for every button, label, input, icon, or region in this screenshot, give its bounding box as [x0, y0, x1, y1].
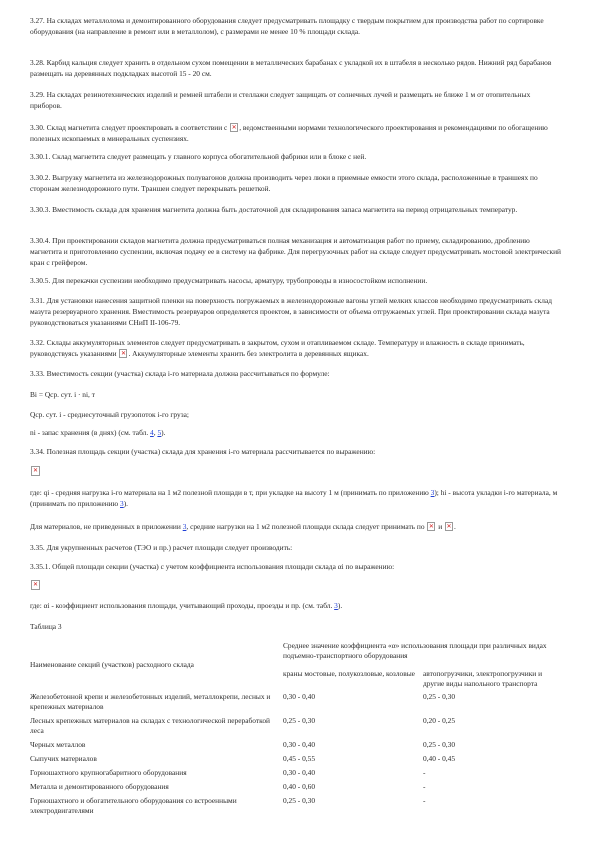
table-row [30, 781, 565, 795]
table-header-row [30, 639, 565, 667]
formula-definition-n [30, 428, 563, 439]
paragraph-3-30-2: 3.30.2. Выгрузку магнетита из железнодорожных полувагонов должна производить через люки в приемные емкости этого склада, расположенные в траншеях по сторонам железнодорожного пути. Траншеи следует перекрывать решеткой. [30, 173, 538, 193]
note-text: Для материалов, не приведенных в приложении [30, 522, 183, 531]
paragraph-3-34: 3.34. Полезная площадь секции (участка) склада для хранения i-го материала рассчитывается по выражению: [30, 447, 376, 456]
table-cell-cranes: 0,40 - 0,60 [283, 782, 316, 791]
table-header-name: Наименование секций (участков) расходного склада [30, 660, 194, 669]
paragraph-3-27: 3.27. На складах металлолома и демонтированного оборудования следует предусматривать площадку с твердым покрытием для производства работ по сортировке оборудования (на направление в ремонт или в металлолом), с размерами не менее 10 % площади склада. [30, 16, 544, 36]
coefficient-table [30, 639, 565, 819]
paragraph-3-32-text: 3.32. Склады аккумуляторных элементов следует предусматривать в закрытом, сухом и отапливаемом складе. Температуру и влажность в складе принимать, руководствуясь указаниями [30, 338, 525, 358]
table-cell-loaders: 0,25 - 0,30 [423, 740, 456, 749]
table-cell-cranes: 0,25 - 0,30 [283, 716, 316, 725]
table-cell-loaders: 0,25 - 0,30 [423, 692, 456, 701]
table-3-link[interactable]: 3 [334, 601, 338, 610]
definition-text: где: αi - коэффициент использования площади, учитывающий проходы, проезды и пр. (см. табл. [30, 601, 335, 610]
table-cell-loaders: - [423, 782, 426, 791]
other-materials-note [30, 522, 563, 533]
table-5-link[interactable]: 5 [157, 428, 162, 437]
table-cell-cranes: 0,30 - 0,40 [283, 768, 316, 777]
note-text-end: . [454, 522, 456, 531]
table-cell-loaders: 0,20 - 0,25 [423, 716, 456, 725]
table-row [30, 691, 565, 715]
paragraph-3-30-1: 3.30.1. Склад магнетита следует размещать у главного корпуса обогатительной фабрики или в блоке с ней. [30, 152, 367, 161]
table-row [30, 795, 565, 819]
definition-text-end: ). [337, 601, 343, 610]
paragraph-3-35: 3.35. Для укрупненных расчетов (ТЭО и пр.) расчет площади следует производить: [30, 543, 293, 552]
paragraph-3-30-text-end: , ведомственными нормами технологического проектирования и рекомендациями по обогащению полезных ископаемых в минеральных суспензиях. [30, 123, 548, 143]
definition-text-end: ). [123, 498, 129, 508]
table-cell-cranes: 0,30 - 0,40 [283, 740, 316, 749]
broken-image-icon [445, 522, 453, 531]
broken-image-icon [31, 466, 40, 476]
formula-image-area [30, 580, 563, 592]
paragraph-3-33: 3.33. Вместимость секции (участка) склада i-го материала должна рассчитываться по формуле: [30, 369, 330, 378]
paragraph-3-32 [30, 338, 563, 360]
definition-text-mid: ); hi - высота укладки i-го материала, м (принимать по приложению [30, 488, 558, 508]
table-row [30, 739, 565, 753]
paragraph-3-30-3: 3.30.3. Вместимость склада для хранения магнетита должна быть достаточной для складирования запаса магнетита на период отрицательных температур. [30, 205, 518, 214]
table-cell-loaders: - [423, 796, 426, 805]
table-header-alpha: Среднее значение коэффициента «α» использования площади при различных видах подъемно-транспортного оборудования [283, 641, 547, 660]
table-cell-name: Горношахтного и обогатительного оборудования со встроенными электродвигателями [30, 796, 237, 815]
formula-capacity: Bi = Qср. сут. i · ni, т [30, 390, 95, 399]
table-row [30, 715, 565, 739]
table-cell-loaders: 0,40 - 0,45 [423, 754, 456, 763]
table-caption: Таблица 3 [30, 622, 62, 631]
definition-text: ni - запас хранения (в днях) (см. табл. [30, 428, 151, 437]
appendix-3-link[interactable]: 3 [182, 522, 187, 531]
formula-definition-q: Qср. сут. i - среднесуточный грузопоток i-го груза; [30, 410, 189, 419]
table-cell-name: Черных металлов [30, 740, 86, 749]
table-cell-name: Лесных крепежных материалов на складах с технологической переработкой леса [30, 716, 270, 735]
formula-definition-alpha [30, 601, 563, 612]
broken-image-icon [119, 349, 127, 358]
definition-separator: , [153, 428, 158, 437]
definition-text-end: ). [161, 428, 166, 437]
paragraph-3-31: 3.31. Для установки нанесения защитной пленки на поверхность погружаемых в железнодорожные вагоны углей мелких классов необходимо предусматривать склад мазута резервуарного хранения. Вместимость резервуаров определяется проектом, в зависимости от объема отгружаемых углей. При проектировании склада мазута руководствоваться указаниями СНиП II-106-79. [30, 296, 552, 327]
paragraph-3-35-1: 3.35.1. Общей площади секции (участка) с учетом коэффициента использования площади склада αi по выражению: [30, 562, 395, 571]
definition-text: где: qi - средняя нагрузка i-го материала на 1 м2 полезной площади в т, при укладке на высоту 1 м (принимать по приложению [30, 488, 431, 497]
table-cell-cranes: 0,45 - 0,55 [283, 754, 316, 763]
broken-image-icon [427, 522, 435, 531]
appendix-3-link[interactable]: 3 [120, 498, 124, 508]
formula-image-area [30, 466, 563, 478]
table-cell-cranes: 0,30 - 0,40 [283, 692, 316, 701]
note-text-mid: , средние нагрузки на 1 м2 полезной площади склада следует принимать по [186, 522, 427, 531]
table-cell-loaders: - [423, 768, 426, 777]
table-cell-name: Горношахтного крупногабаритного оборудования [30, 768, 187, 777]
paragraph-3-28: 3.28. Карбид кальция следует хранить в отдельном сухом помещении в металлических барабанах с укладкой их в штабеля в несколько рядов. Нижний ряд барабанов размещать на деревянных подкладках высотой 15 - 20 см. [30, 58, 552, 78]
table-cell-name: Сыпучих материалов [30, 754, 97, 763]
table-subheader-loaders: автопогрузчики, электропогрузчики и другие виды напольного транспорта [423, 669, 543, 688]
note-text-and: и [436, 522, 445, 531]
paragraph-3-30-5: 3.30.5. Для перекачки суспензии необходимо предусматривать насосы, арматуру, трубопроводы в износостойком исполнении. [30, 276, 428, 285]
paragraph-3-32-text-end: . Аккумуляторные элементы хранить без электролита в деревянных ящиках. [128, 348, 369, 358]
table-row [30, 767, 565, 781]
broken-image-icon [31, 580, 40, 590]
table-cell-cranes: 0,25 - 0,30 [283, 796, 316, 805]
paragraph-3-30-4: 3.30.4. При проектировании складов магнетита должна предусматриваться полная механизация и автоматизация работ по приему, складированию, дроблению магнетита и приготовлению суспензии, включая подачу ее в систему на фабрике. Для перегрузочных работ на складе следует предусматривать мостовой электрический кран с грейфером. [30, 236, 562, 267]
broken-image-icon [230, 123, 238, 132]
appendix-3-link[interactable]: 3 [430, 488, 435, 497]
paragraph-3-30 [30, 123, 563, 145]
formula-definition-qi [30, 488, 563, 510]
table-row [30, 753, 565, 767]
table-cell-name: Железобетонной крепи и железобетонных изделий, металлокрепи, лесных и крепежных материалов [30, 692, 271, 711]
table-cell-name: Металла и демонтированного оборудования [30, 782, 169, 791]
table-4-link[interactable]: 4 [150, 428, 154, 437]
paragraph-3-30-text: 3.30. Склад магнетита следует проектировать в соответствии с [30, 123, 230, 132]
table-subheader-cranes: краны мостовые, полукозловые, козловые [283, 669, 415, 678]
paragraph-3-29: 3.29. На складах резинотехнических изделий и ремней штабели и стеллажи следует защищать от солнечных лучей и размещать не ближе 1 м от отопительных приборов. [30, 90, 531, 110]
